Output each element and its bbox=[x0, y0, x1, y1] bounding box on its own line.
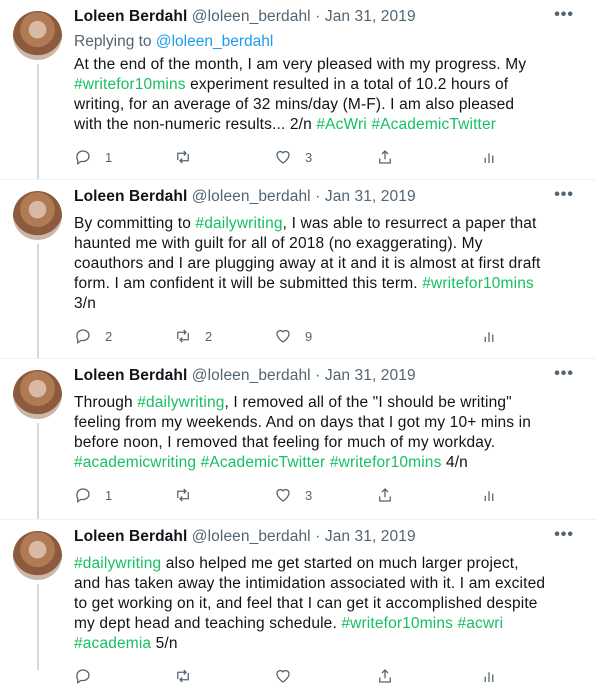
analytics-button[interactable] bbox=[480, 147, 498, 167]
tweet[interactable] bbox=[0, 359, 596, 520]
avatar[interactable] bbox=[13, 370, 62, 419]
hashtag-link[interactable]: #writefor10mins bbox=[422, 275, 534, 292]
more-options-icon[interactable]: ••• bbox=[554, 6, 574, 23]
share-button[interactable] bbox=[376, 666, 394, 686]
tweet-text bbox=[74, 214, 584, 314]
tweet-text-segment: 5/n bbox=[151, 635, 178, 652]
heart-icon bbox=[274, 327, 292, 345]
hashtag-link[interactable]: #dailywriting bbox=[137, 394, 225, 411]
user-handle[interactable]: @loleen_berdahl bbox=[191, 367, 311, 384]
more-options-icon[interactable]: ••• bbox=[554, 186, 574, 203]
share-button[interactable] bbox=[376, 485, 394, 505]
tweet-text-segment: experiment resulted in a total of 10.2 hours of bbox=[185, 76, 509, 93]
separator: · bbox=[315, 8, 321, 25]
tweet-text-line bbox=[74, 634, 584, 654]
analytics-button[interactable] bbox=[480, 666, 498, 686]
tweet-actions bbox=[74, 326, 514, 346]
hashtag-link[interactable]: #acwri bbox=[457, 615, 504, 632]
retweet-button[interactable] bbox=[174, 485, 205, 505]
hashtag-link[interactable]: #writefor10mins bbox=[74, 76, 186, 93]
tweet-header bbox=[74, 367, 416, 385]
retweet-button[interactable] bbox=[174, 666, 192, 686]
hashtag-link[interactable]: #writefor10mins bbox=[341, 615, 454, 632]
avatar[interactable] bbox=[13, 11, 62, 60]
tweet-text-segment: my dept head and teaching schedule. bbox=[74, 615, 342, 632]
tweet-text-line bbox=[74, 393, 584, 413]
separator: · bbox=[315, 367, 321, 384]
retweet-count: 2 bbox=[205, 328, 213, 344]
analytics-icon bbox=[480, 327, 498, 345]
analytics-button[interactable] bbox=[480, 485, 498, 505]
more-options-icon[interactable]: ••• bbox=[554, 365, 574, 382]
user-name[interactable]: Loleen Berdahl bbox=[74, 188, 188, 205]
tweet-text-segment: 3/n bbox=[74, 295, 96, 312]
tweet-date[interactable]: Jan 31, 2019 bbox=[324, 188, 416, 205]
tweet-text-line bbox=[74, 274, 584, 294]
tweet-text-line bbox=[74, 433, 584, 453]
tweet-text-line bbox=[74, 55, 584, 75]
tweet-text-segment: to get working on it, and feel that I can get it accomplished despite bbox=[74, 595, 538, 612]
tweet-date[interactable]: Jan 31, 2019 bbox=[324, 367, 416, 384]
tweet[interactable] bbox=[0, 520, 596, 670]
analytics-button[interactable] bbox=[480, 326, 498, 346]
user-handle[interactable]: @loleen_berdahl bbox=[191, 8, 311, 25]
tweet-text-segment: By committing to bbox=[74, 215, 196, 232]
tweet-text-line bbox=[74, 614, 584, 634]
like-count: 3 bbox=[305, 487, 313, 503]
tweet-text-line bbox=[74, 115, 584, 135]
retweet-icon bbox=[174, 327, 192, 345]
share-icon bbox=[376, 486, 394, 504]
retweet-button[interactable] bbox=[174, 326, 212, 346]
reply-count: 2 bbox=[105, 328, 113, 344]
tweet-text-line bbox=[74, 95, 584, 115]
reply-icon bbox=[74, 148, 92, 166]
thread-line bbox=[37, 423, 39, 519]
separator: · bbox=[315, 528, 321, 545]
avatar[interactable] bbox=[13, 191, 62, 240]
reply-icon bbox=[74, 486, 92, 504]
tweet-text-line bbox=[74, 214, 584, 234]
tweet-date[interactable]: Jan 31, 2019 bbox=[324, 528, 416, 545]
reply-button[interactable] bbox=[74, 326, 112, 346]
more-options-icon[interactable]: ••• bbox=[554, 526, 574, 543]
user-handle[interactable]: @loleen_berdahl bbox=[191, 188, 311, 205]
user-name[interactable]: Loleen Berdahl bbox=[74, 367, 188, 384]
tweet-text-segment: haunted me with guilt for all of 2018 (no exaggerating). My bbox=[74, 235, 483, 252]
tweet-text-segment: before noon, I removed that feeling for much of my workday. bbox=[74, 434, 496, 451]
like-count: 9 bbox=[305, 328, 313, 344]
hashtag-link[interactable]: #academia bbox=[74, 635, 152, 652]
separator: · bbox=[315, 188, 321, 205]
tweet-text-segment: 4/n bbox=[441, 454, 468, 471]
like-button[interactable] bbox=[274, 147, 312, 167]
tweet-text-line bbox=[74, 75, 584, 95]
tweet-text-line bbox=[74, 554, 584, 574]
user-handle[interactable]: @loleen_berdahl bbox=[191, 528, 311, 545]
tweet-text-line bbox=[74, 574, 584, 594]
hashtag-link[interactable]: #AcademicTwitter bbox=[200, 454, 326, 471]
tweet-text-segment: form. I am confident it will be submitted this term. bbox=[74, 275, 423, 292]
thread-line bbox=[37, 584, 39, 670]
tweet-text-segment: Through bbox=[74, 394, 138, 411]
retweet-icon bbox=[174, 486, 192, 504]
hashtag-link[interactable]: #dailywriting bbox=[74, 555, 162, 572]
tweet-text-segment: also helped me get started on much larger project, bbox=[161, 555, 519, 572]
user-name[interactable]: Loleen Berdahl bbox=[74, 528, 188, 545]
hashtag-link[interactable]: #AcademicTwitter bbox=[371, 116, 497, 133]
like-button[interactable] bbox=[274, 666, 292, 686]
hashtag-link[interactable]: #AcWri bbox=[316, 116, 367, 133]
tweet-date[interactable]: Jan 31, 2019 bbox=[324, 8, 416, 25]
hashtag-link[interactable]: #dailywriting bbox=[195, 215, 283, 232]
tweet-text-line bbox=[74, 294, 584, 314]
tweet[interactable] bbox=[0, 180, 596, 359]
avatar[interactable] bbox=[13, 531, 62, 580]
tweet-text-segment: writing, for an average of 32 mins/day (M-F). I am also pleased bbox=[74, 96, 515, 113]
reply-button[interactable] bbox=[74, 666, 92, 686]
share-icon bbox=[376, 148, 394, 166]
tweet-text bbox=[74, 393, 584, 473]
tweet-text-segment: and has taken away the intimidation associated with it. I am excited bbox=[74, 575, 546, 592]
reply-button[interactable] bbox=[74, 147, 112, 167]
tweet[interactable] bbox=[0, 0, 596, 180]
tweet-actions bbox=[74, 147, 514, 167]
reply-count: 1 bbox=[105, 149, 113, 165]
reply-count: 1 bbox=[105, 487, 113, 503]
share-button[interactable] bbox=[376, 147, 394, 167]
tweet-text bbox=[74, 55, 584, 135]
tweet-header bbox=[74, 188, 416, 206]
analytics-icon bbox=[480, 486, 498, 504]
tweet-header bbox=[74, 8, 416, 26]
replying-to-link[interactable]: @loleen_berdahl bbox=[155, 33, 274, 50]
tweet-text-segment: coauthors and I are plugging away at it and it is almost at first draft bbox=[74, 255, 541, 272]
tweet-actions bbox=[74, 666, 514, 686]
hashtag-link[interactable]: #academicwriting bbox=[74, 454, 197, 471]
tweet-text-segment: feeling from my weekends. And on days that I got my 10+ mins in bbox=[74, 414, 532, 431]
replying-label: Replying to bbox=[74, 33, 152, 50]
like-button[interactable] bbox=[274, 326, 312, 346]
thread-line bbox=[37, 64, 39, 179]
retweet-icon bbox=[174, 148, 192, 166]
tweet-text-line bbox=[74, 594, 584, 614]
retweet-button[interactable] bbox=[174, 147, 205, 167]
tweet-text bbox=[74, 554, 584, 654]
user-name[interactable]: Loleen Berdahl bbox=[74, 8, 188, 25]
tweet-text-line bbox=[74, 254, 584, 274]
reply-button[interactable] bbox=[74, 485, 112, 505]
heart-icon bbox=[274, 148, 292, 166]
tweet-text-segment: At the end of the month, I am very pleased with my progress. My bbox=[74, 56, 527, 73]
reply-icon bbox=[74, 327, 92, 345]
analytics-icon bbox=[480, 148, 498, 166]
tweet-text-segment: , I removed all of the "I should be writing" bbox=[224, 394, 512, 411]
tweet-text-line bbox=[74, 234, 584, 254]
tweet-text-segment: with the non-numeric results... 2/n bbox=[74, 116, 317, 133]
tweet-actions bbox=[74, 485, 514, 505]
heart-icon bbox=[274, 486, 292, 504]
like-count: 3 bbox=[305, 149, 313, 165]
thread-line bbox=[37, 244, 39, 358]
tweet-header bbox=[74, 528, 416, 546]
tweet-text-line bbox=[74, 453, 584, 473]
tweet-text-segment: , I was able to resurrect a paper that bbox=[282, 215, 537, 232]
like-button[interactable] bbox=[274, 485, 312, 505]
hashtag-link[interactable]: #writefor10mins bbox=[329, 454, 442, 471]
replying-to bbox=[74, 33, 273, 51]
tweet-text-line bbox=[74, 413, 584, 433]
